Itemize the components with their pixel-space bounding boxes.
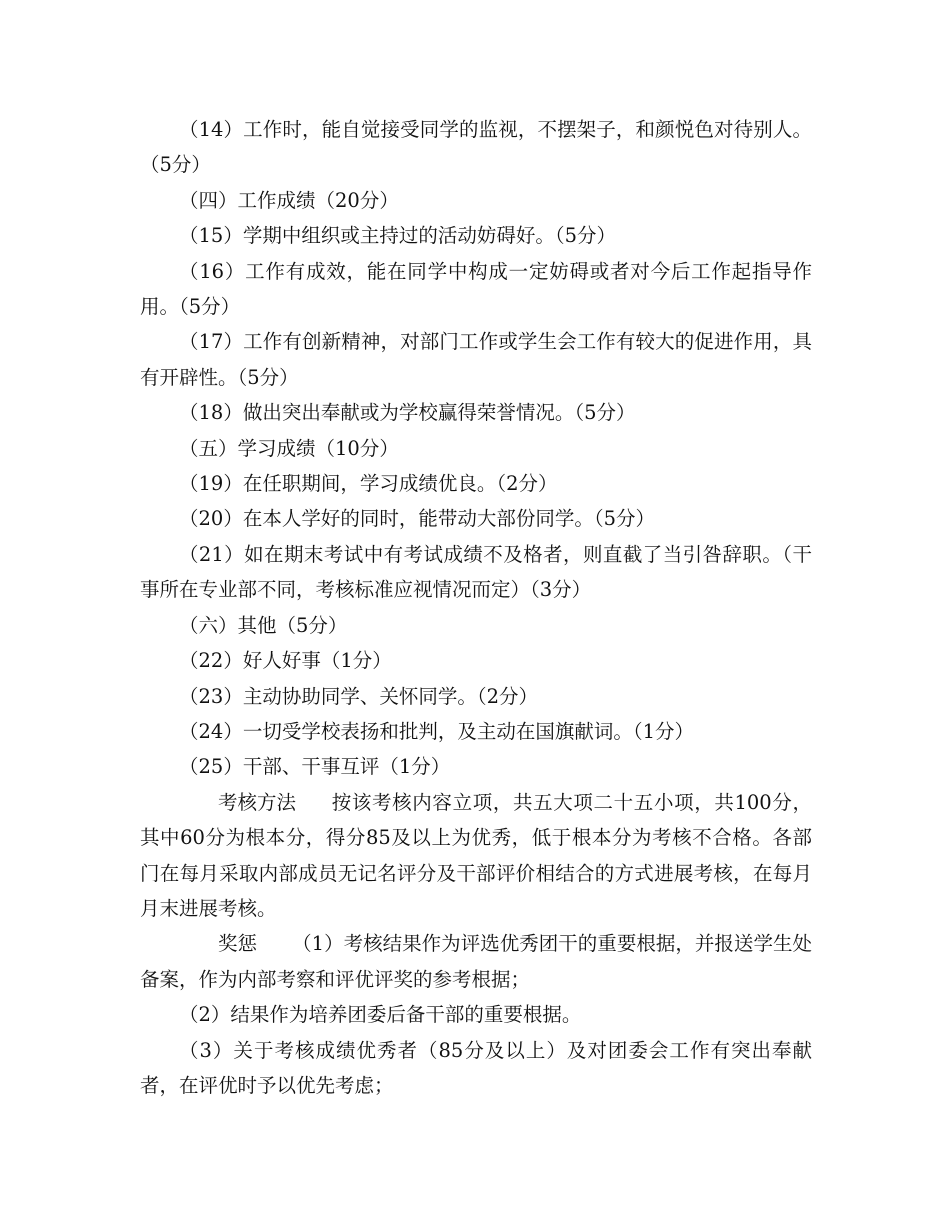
section-heading-other: （六）其他（5分） bbox=[179, 613, 348, 637]
paragraph-item-23: （23）主动协助同学、关怀同学。（2分） bbox=[179, 684, 538, 708]
reward-item-3: （3）关于考核成绩优秀者（85分及以上）及对团委会工作有突出奉献者，在评优时予以优先考虑； bbox=[140, 1038, 812, 1097]
reward-heading: 奖惩 bbox=[218, 932, 258, 956]
paragraph-item-19: （19）在任职期间，学习成绩优良。（2分） bbox=[179, 472, 558, 496]
paragraph-item-15: （15）学期中组织或主持过的活动妨碍好。（5分） bbox=[179, 224, 616, 248]
paragraph-item-16: （16）工作有成效，能在同学中构成一定妨碍或者对今后工作起指导作用。（5分） bbox=[140, 259, 812, 319]
paragraph-item-21: （21）如在期末考试中有考试成绩不及格者，则直截了当引咎辞职。（干事所在专业部不同，考核标准应视情况而定）（3分） bbox=[140, 542, 812, 602]
reward-text: （1）考核结果作为评选优秀团干的重要根据，并报送学生处备案，作为内部考察和评优评奖的参考根据； bbox=[140, 932, 812, 991]
paragraph-item-24: （24）一切受学校表扬和批判，及主动在国旗献词。（1分） bbox=[179, 719, 694, 743]
paragraph-item-17: （17）工作有创新精神，对部门工作或学生会工作有较大的促进作用，具有开辟性。（5分） bbox=[140, 330, 812, 389]
paragraph-item-25: （25）干部、干事互评（1分） bbox=[179, 755, 451, 779]
paragraph-item-18: （18）做出突出奉献或为学校赢得荣誉情况。（5分） bbox=[179, 401, 636, 425]
paragraph-item-22: （22）好人好事（1分） bbox=[179, 649, 392, 673]
document-body bbox=[140, 112, 812, 1103]
paragraph-item-20: （20）在本人学好的同时，能带动大部份同学。（5分） bbox=[179, 507, 655, 531]
reward-item-2: （2）结果作为培养团委后备干部的重要根据。 bbox=[179, 1003, 582, 1027]
section-heading-study-results: （五）学习成绩（10分） bbox=[179, 436, 399, 460]
method-text: 按该考核内容立项，共五大项二十五小项，共100分，其中60分为根本分，得分85及以上为优秀，低于根本分为考核不合格。各部门在每月采取内部成员无记名评分及干部评价相结合的方式进展考核，在每月月末进展考核。 bbox=[140, 790, 812, 920]
method-heading: 考核方法 bbox=[218, 790, 297, 814]
method-paragraph bbox=[140, 785, 812, 927]
reward-paragraph bbox=[140, 926, 812, 997]
paragraph-item-14: （14）工作时，能自觉接受同学的监视，不摆架子，和颜悦色对待别人。（5分） bbox=[140, 118, 812, 177]
section-heading-work-results: （四）工作成绩（20分） bbox=[179, 188, 399, 212]
